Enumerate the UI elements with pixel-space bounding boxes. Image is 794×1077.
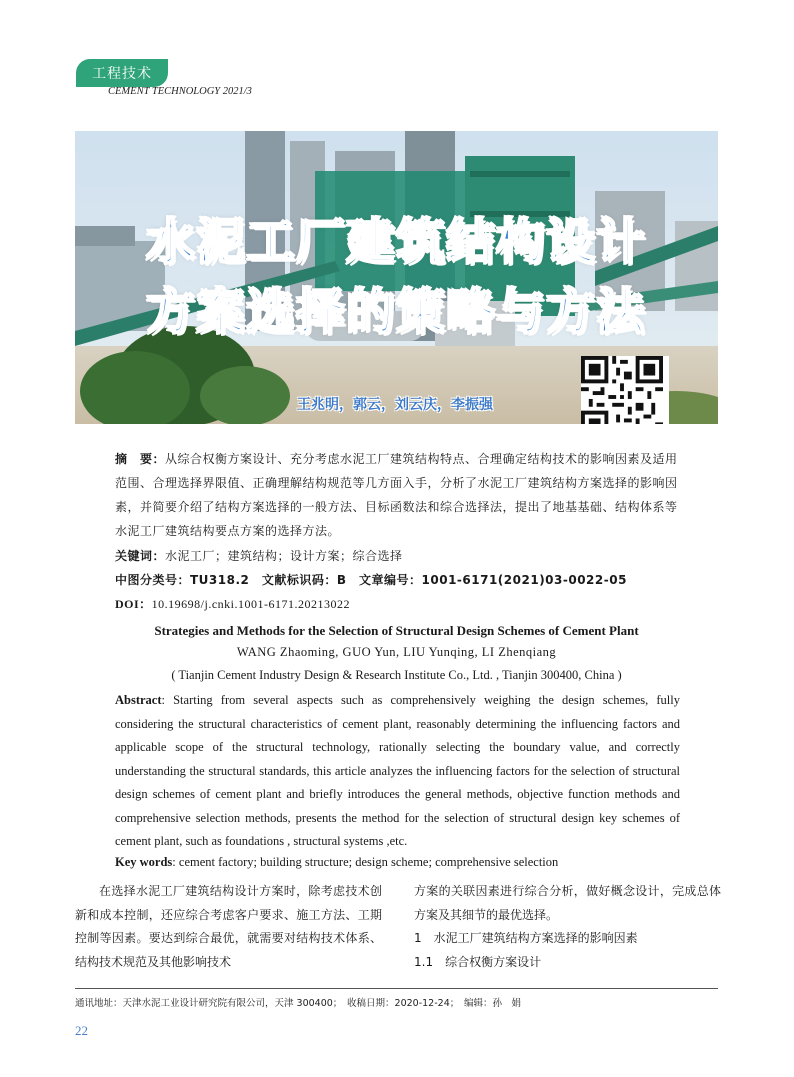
section-heading-1-1: 1.1 综合权衡方案设计	[414, 954, 542, 969]
abstract-cn	[115, 447, 685, 543]
authors-cn: 王兆明，郭云，刘云庆，李振强	[297, 397, 493, 413]
english-title: Strategies and Methods for the Selection of Structural Design Schemes of Cement Plant	[154, 623, 639, 638]
section-heading-1: 1 水泥工厂建筑结构方案选择的影响因素	[414, 931, 638, 945]
article-title-line1: 水泥工厂建筑结构设计	[146, 214, 647, 270]
doi-label: DOI：	[115, 597, 152, 611]
english-keywords	[115, 855, 558, 870]
footnote: 通讯地址：天津水泥工业设计研究院有限公司，天津 300400； 收稿日期：2020-12-24； 编辑：孙 娟	[75, 998, 521, 1009]
qr-code-icon[interactable]	[581, 356, 669, 424]
english-authors: WANG Zhaoming, GUO Yun, LIU Yunqing, LI Zhenqiang	[236, 645, 557, 659]
section-badge	[76, 59, 168, 87]
english-keywords-text: : cement factory; building structure; design scheme; comprehensive selection	[172, 855, 559, 869]
keywords-cn-text: 水泥工厂；建筑结构；设计方案；综合选择	[165, 549, 403, 563]
classification-line: 中图分类号：TU318.2 文献标识码：B 文章编号：1001-6171(2021)03-0022-05	[115, 573, 627, 587]
footnote-divider	[75, 988, 718, 989]
page-number: 22	[75, 1023, 88, 1038]
body-paragraph-left: 在选择水泥工厂建筑结构设计方案时，除考虑技术创新和成本控制，还应综合考虑客户要求、施工方法、工期控制等因素。要达到综合最优，就需要对结构技术体系、结构技术规范及其他影响技术	[75, 884, 382, 969]
english-abstract-text: : Starting from several aspects such as comprehensively weighing the design schemes, fully considering the structural characteristics of cement plant, reasonably determining the influencing factors and applicable scope of the structural technology, rationally selecting the boundary value, and correctly understanding the structural standards, this article analyzes the influencing factors for the selection of structural design schemes of cement plant and briefly introduces the general methods, objective function methods and comprehensive selection methods, presents the method for the selection of structural design key schemes of cement plant, such as foundations , structural systems ,etc.	[115, 693, 680, 848]
doi-line	[115, 592, 685, 616]
english-abstract	[115, 689, 680, 854]
body-column-left	[75, 880, 382, 974]
journal-name: CEMENT TECHNOLOGY 2021/3	[108, 86, 252, 97]
english-abstract-label: Abstract	[115, 693, 162, 707]
abstract-cn-label: 摘 要：	[115, 452, 166, 466]
body-column-right	[414, 880, 721, 974]
body-paragraph-right: 方案的关联因素进行综合分析，做好概念设计，完成总体方案及其细节的最优选择。	[414, 884, 721, 922]
article-title-line2: 方案选择的策略与方法	[146, 284, 647, 340]
keywords-cn-label: 关键词：	[115, 549, 166, 563]
doi-value[interactable]: 10.19698/j.cnki.1001-6171.20213022	[151, 597, 350, 611]
section-badge-label: 工程技术	[92, 66, 152, 82]
english-keywords-label: Key words	[115, 855, 173, 869]
keywords-cn	[115, 544, 685, 568]
abstract-cn-text: 从综合权衡方案设计、充分考虑水泥工厂建筑结构特点、合理确定结构技术的影响因素及适用范围、合理选择界限值、正确理解结构规范等几方面入手，分析了水泥工厂建筑结构方案选择的影响因素，并简要介绍了结构方案选择的一般方法、目标函数法和综合选择法，提出了地基基础、结构体系等水泥工厂建筑结构要点方案的选择方法。	[115, 452, 678, 538]
english-institute: ( Tianjin Cement Industry Design & Research Institute Co., Ltd. , Tianjin 300400, China )	[171, 668, 622, 682]
hero-image	[75, 131, 718, 424]
